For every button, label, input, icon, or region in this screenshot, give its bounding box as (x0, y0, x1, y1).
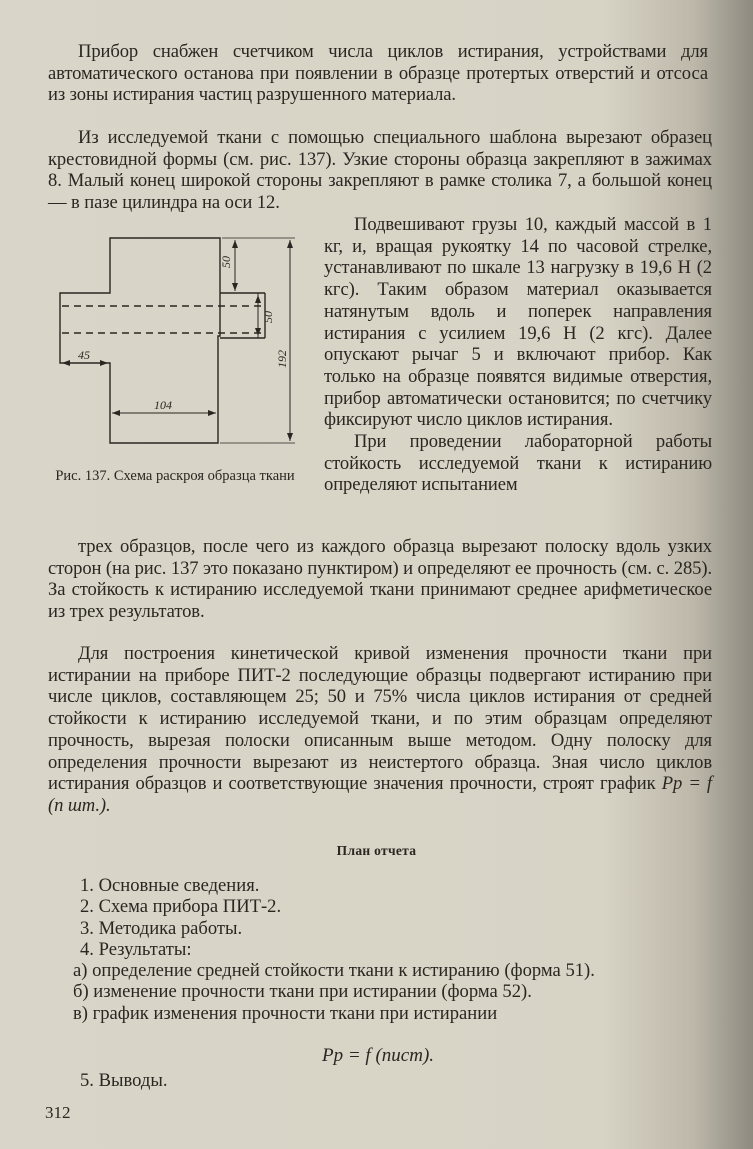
paragraph-2: Из исследуемой ткани с помощью специального шаблона вырезают образец крестовидной формы (см. рис. 137). Узкие стороны образца закрепляют в зажимах 8. Малый конец широкой стороны закрепляют в рамке столика 7, а большой конец — в пазе цилиндра на оси 12. (48, 127, 712, 214)
paragraph-3-text: Для построения кинетической кривой изменения прочности ткани при истирании на приборе ПИТ-2 последующие образцы подвергают истиранию при числе циклов, составляющем 25; 50 и 75% числа циклов истирания от средней стойкости к истиранию исследуемой ткани, и по этим образцам определяют прочность, вырезая полоски описанным выше методом. Одну полоску для определения прочности вырезают из неистертого образца. Зная число циклов истирания образцов и соответствующие значения прочности, строят график (48, 643, 712, 795)
dim-label-192: 192 (275, 350, 289, 368)
paragraph-3-formula: Pр = f (n шт.). (48, 773, 712, 816)
list-item: 4. Результаты: (80, 938, 192, 960)
report-plan-list (73, 875, 720, 1024)
paragraph-3 (48, 643, 712, 817)
list-item: а) определение средней стойкости ткани к истиранию (форма 51). (73, 960, 595, 982)
report-formula: Pр = f (nист). (322, 1045, 435, 1066)
sample-outline (60, 238, 220, 443)
list-item: в) график изменения прочности ткани при истирании (73, 1002, 498, 1024)
figure-caption: Рис. 137. Схема раскроя образца ткани (55, 468, 295, 484)
paragraph-2-right-text-2: При проведении лабораторной работы стойкость исследуемой ткани к истиранию определяют испытанием (324, 431, 712, 496)
paragraph-2-continuation: трех образцов, после чего из каждого образца вырезают полоску вдоль узких сторон (на рис. 137 это показано пунктиром) и определяют ее прочность (см. с. 285). За стойкость к истиранию исследуемой ткани принимают среднее арифметическое из трех результатов. (48, 536, 712, 623)
dim-label-45: 45 (78, 348, 90, 362)
page-number: 312 (45, 1103, 71, 1122)
paragraph-2-right-column (324, 214, 712, 496)
list-item: 5. Выводы. (80, 1070, 168, 1091)
list-item: 3. Методика работы. (80, 917, 243, 939)
paragraph-1: Прибор снабжен счетчиком числа циклов истирания, устройствами для автоматического останова при появлении в образце протертых отверстий и отсоса из зоны истирания частиц разрушенного материала. (48, 41, 708, 106)
dim-label-104: 104 (154, 398, 172, 412)
list-item: 1. Основные сведения. (80, 875, 260, 896)
dim-label-50-top: 50 (219, 256, 233, 268)
paragraph-2-right-text: Подвешивают грузы 10, каждый массой в 1 кг, и, вращая рукоятку 14 по часовой стрелке, устанавливают по шкале 13 нагрузку в 19,6 Н (2 кгс). Таким образом материал оказывается натянутым вдоль и поперек направления истирания с усилием 19,6 Н (2 кгс). Далее опускают рычаг 5 и включают прибор. Как только на образце появятся видимые отверстия, прибор автоматически остановится; по счетчику фиксируют число циклов истирания. (324, 214, 712, 431)
list-item: 2. Схема прибора ПИТ-2. (80, 896, 282, 918)
dim-label-50-mid: 50 (261, 311, 275, 323)
figure-137-cross-pattern (40, 228, 310, 453)
report-plan-heading: План отчета (336, 843, 417, 858)
list-item: б) изменение прочности ткани при истирании (форма 52). (73, 981, 532, 1003)
